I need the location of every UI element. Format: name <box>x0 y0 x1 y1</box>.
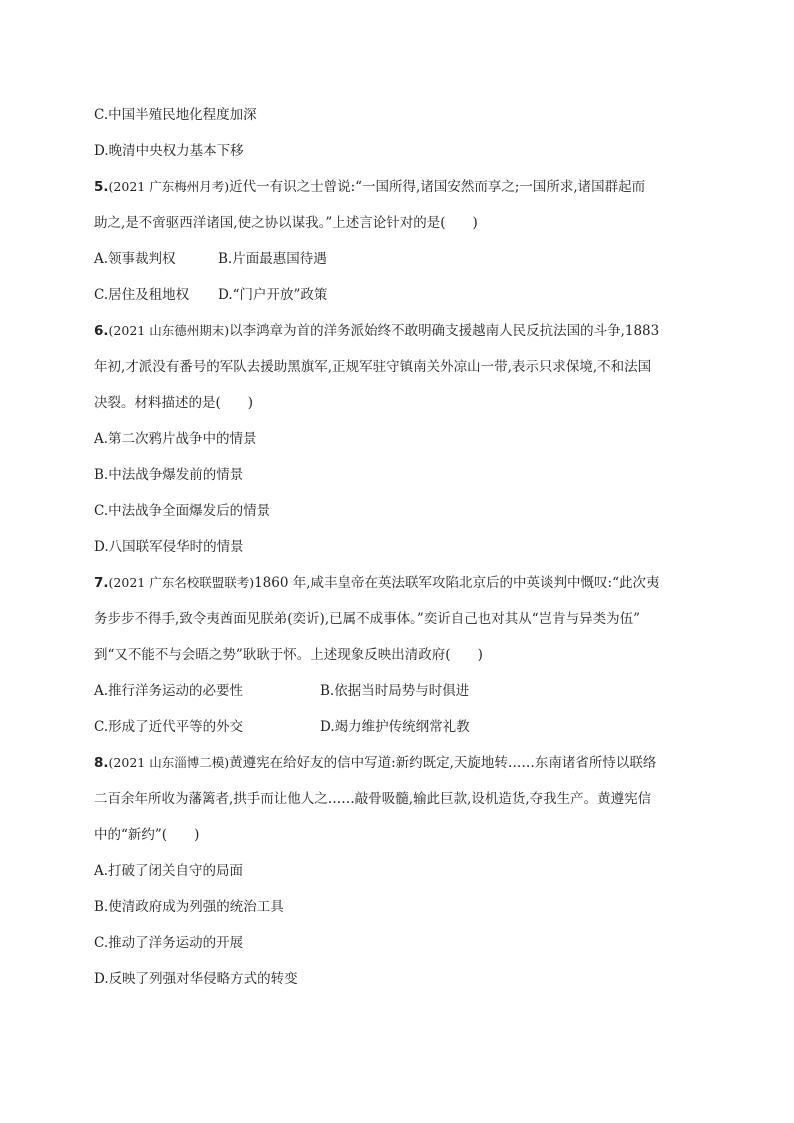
q4-option-d: D.晚清中央权力基本下移 <box>94 143 244 159</box>
q7-stem-line3: 到“又不能不与会晤之势”耿耿于怀。上述现象反映出清政府( ) <box>94 647 483 663</box>
q6-number: 6. <box>94 323 109 339</box>
q5-source: (2021 广东梅州月考) <box>108 179 230 194</box>
q5-number: 5. <box>94 179 109 195</box>
q6-option-a: A.第二次鸦片战争中的情景 <box>94 431 257 447</box>
q5-text: 近代一有识之士曾说:“一国所得,诸国安然而享之;一国所求,诸国群起而 <box>229 179 646 195</box>
q6-stem-line2: 年初,才派没有番号的军队去援助黑旗军,正规军驻守镇南关外凉山一带,表示只求保境,不和法国 <box>94 359 652 375</box>
q7-source: (2021 广东名校联盟联考) <box>108 575 255 590</box>
q8-stem-line1 <box>94 754 656 772</box>
q8-option-b: B.使清政府成为列强的统治工具 <box>94 899 284 915</box>
q8-number: 8. <box>94 755 109 771</box>
q5-option-d: D.“门户开放”政策 <box>218 287 328 303</box>
q7-stem-line2: 务步步不得手,致令夷酋面见朕弟(奕䜣),已属不成事体。”奕䜣自己也对其从“岂肯与异类为伍” <box>94 611 641 627</box>
q6-text: 以李鸿章为首的洋务派始终不敢明确支援越南人民反抗法国的斗争,1883 <box>229 323 660 339</box>
q6-option-c: C.中法战争全面爆发后的情景 <box>94 503 271 519</box>
q6-stem-line1 <box>94 322 659 340</box>
q6-option-b: B.中法战争爆发前的情景 <box>94 467 244 483</box>
q7-number: 7. <box>94 575 109 591</box>
q5-stem-line1 <box>94 178 645 196</box>
q7-stem-line1 <box>94 574 659 592</box>
q8-option-c: C.推动了洋务运动的开展 <box>94 935 244 951</box>
q5-option-c: C.居住及租地权 <box>94 287 190 303</box>
q8-text: 黄遵宪在给好友的信中写道:新约既定,天旋地转……东南诸省所恃以联络 <box>229 755 657 771</box>
q7-option-d: D.竭力维护传统纲常礼教 <box>320 719 470 735</box>
q8-option-a: A.打破了闭关自守的局面 <box>94 863 244 879</box>
q8-stem-line3: 中的“新约”( ) <box>94 827 200 843</box>
q7-option-c: C.形成了近代平等的外交 <box>94 719 244 735</box>
q7-text: 1860 年,咸丰皇帝在英法联军攻陷北京后的中英谈判中慨叹:“此次夷 <box>254 575 660 591</box>
q7-option-b: B.依据当时局势与时俱进 <box>320 683 470 699</box>
q8-source: (2021 山东淄博二模) <box>108 755 230 770</box>
q6-source: (2021 山东德州期末) <box>108 323 230 338</box>
q6-stem-line3: 决裂。材料描述的是( ) <box>94 395 254 411</box>
q8-stem-line2: 二百余年所收为藩篱者,拱手而让他人之……敲骨吸髓,输此巨款,设机造货,夺我生产。黄遵宪信 <box>94 791 652 807</box>
q8-option-d: D.反映了列强对华侵略方式的转变 <box>94 971 298 987</box>
q7-option-a: A.推行洋务运动的必要性 <box>94 683 244 699</box>
q5-option-b: B.片面最惠国待遇 <box>218 251 327 267</box>
q6-option-d: D.八国联军侵华时的情景 <box>94 539 244 555</box>
q5-stem-line2: 助之,是不啻驱西洋诸国,使之协以谋我。”上述言论针对的是( ) <box>94 215 478 231</box>
q4-option-c: C.中国半殖民地化程度加深 <box>94 107 257 123</box>
q5-option-a: A.领事裁判权 <box>94 251 176 267</box>
